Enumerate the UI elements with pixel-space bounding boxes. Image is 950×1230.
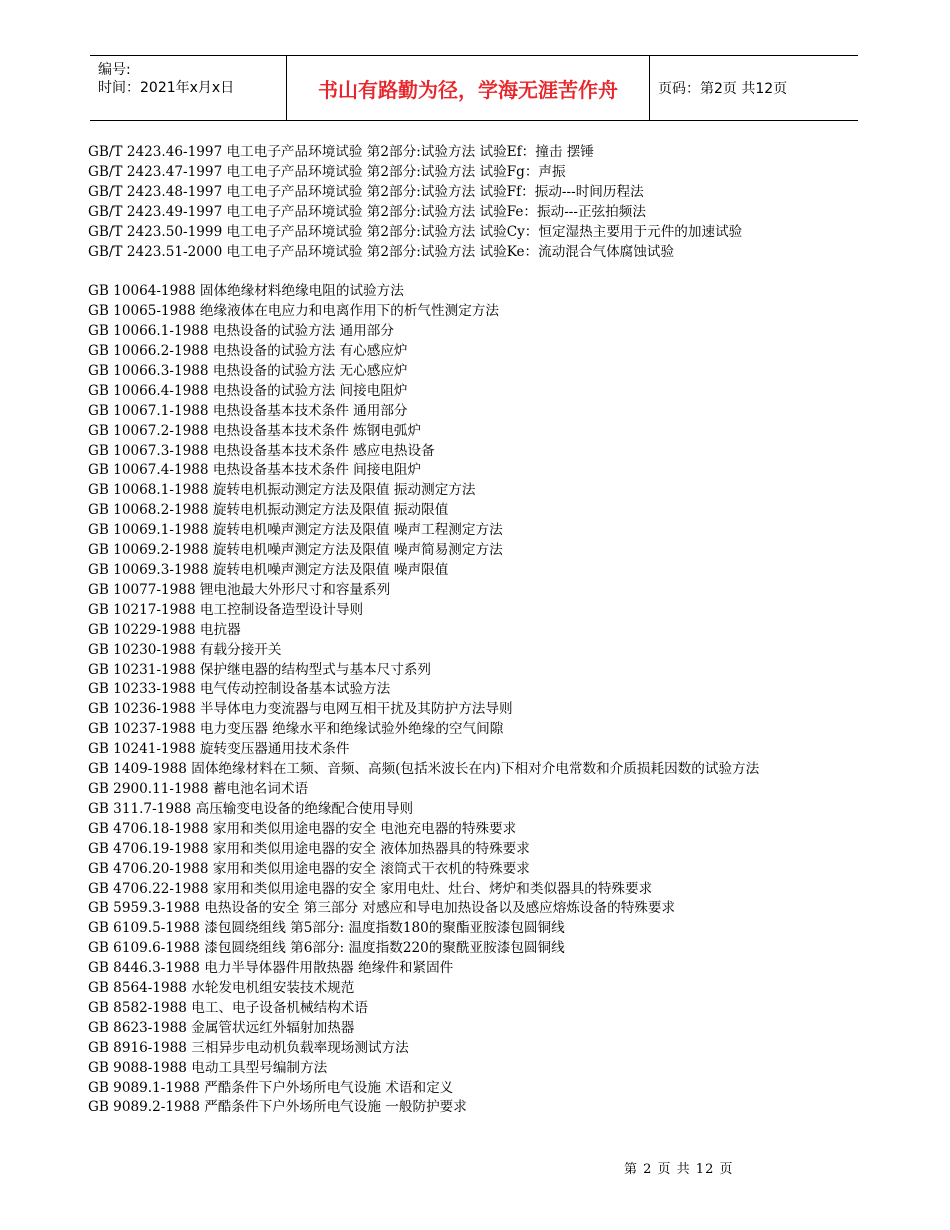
standard-entry: GB 9089.1-1988 严酷条件下户外场所电气设施 术语和定义 [88, 1079, 454, 1096]
standard-entry: GB 9089.2-1988 严酷条件下户外场所电气设施 一般防护要求 [88, 1099, 467, 1116]
standard-entry: GB 10233-1988 电气传动控制设备基本试验方法 [88, 681, 391, 698]
standard-entry: GB 10066.3-1988 电热设备的试验方法 无心感应炉 [88, 362, 408, 379]
standard-entry: GB 9088-1988 电动工具型号编制方法 [88, 1059, 328, 1076]
standard-entry: GB 4706.20-1988 家用和类似用途电器的安全 滚筒式干衣机的特殊要求 [88, 860, 530, 877]
standard-entry: GB 10067.2-1988 电热设备基本技术条件 炼钢电弧炉 [88, 422, 422, 439]
standard-entry: GB 10241-1988 旋转变压器通用技术条件 [88, 741, 350, 758]
standard-entry: GB 4706.22-1988 家用和类似用途电器的安全 家用电灶、灶台、烤炉和类似器具的特殊要求 [88, 880, 653, 897]
standard-entry: GB 10066.2-1988 电热设备的试验方法 有心感应炉 [88, 343, 408, 360]
standard-entry: GB 10231-1988 保护继电器的结构型式与基本尺寸系列 [88, 661, 432, 678]
standard-entry: GB 10229-1988 电抗器 [88, 621, 241, 638]
header-meta [90, 56, 286, 120]
standard-entry: GB/T 2423.49-1997 电工电子产品环境试验 第2部分:试验方法 试验Fe：振动---正弦拍频法 [88, 203, 646, 220]
standard-entry: GB 10237-1988 电力变压器 绝缘水平和绝缘试验外绝缘的空气间隙 [88, 721, 504, 738]
standard-entry: GB 10066.4-1988 电热设备的试验方法 间接电阻炉 [88, 382, 408, 399]
standard-entry: GB 10069.3-1988 旋转电机噪声测定方法及限值 噪声限值 [88, 562, 449, 579]
standard-entry: GB 10230-1988 有载分接开关 [88, 641, 282, 658]
standard-entry: GB 10067.4-1988 电热设备基本技术条件 间接电阻炉 [88, 462, 422, 479]
document-time: 时间：2021年x月x日 [98, 80, 235, 96]
standards-list [88, 143, 863, 1118]
standard-entry: GB 10067.1-1988 电热设备基本技术条件 通用部分 [88, 402, 408, 419]
standard-entry: GB/T 2423.48-1997 电工电子产品环境试验 第2部分:试验方法 试验Ff：振动---时间历程法 [88, 183, 644, 200]
standard-entry: GB 5959.3-1988 电热设备的安全 第三部分 对感应和导电加热设备以及感应熔炼设备的特殊要求 [88, 900, 676, 917]
standard-entry: GB 10066.1-1988 电热设备的试验方法 通用部分 [88, 323, 394, 340]
standard-entry: GB 4706.18-1988 家用和类似用途电器的安全 电池充电器的特殊要求 [88, 820, 517, 837]
header-page-info: 页码：第2页 共12页 [658, 81, 788, 97]
standard-entry: GB 10067.3-1988 电热设备基本技术条件 感应电热设备 [88, 442, 435, 459]
page-header [90, 55, 858, 121]
standard-entry: GB 10217-1988 电工控制设备造型设计导则 [88, 601, 364, 618]
standard-entry: GB 2900.11-1988 蓄电池名词术语 [88, 780, 309, 797]
standard-entry: GB 8446.3-1988 电力半导体器件用散热器 绝缘件和紧固件 [88, 960, 454, 977]
standard-entry: GB 10065-1988 绝缘液体在电应力和电离作用下的析气性测定方法 [88, 303, 499, 320]
standards-group-gbt2423 [88, 143, 863, 262]
standard-entry: GB/T 2423.51-2000 电工电子产品环境试验 第2部分:试验方法 试验Ke：流动混合气体腐蚀试验 [88, 243, 675, 260]
page-footer: 第 2 页 共 12 页 [624, 1162, 734, 1177]
standard-entry: GB 10064-1988 固体绝缘材料绝缘电阻的试验方法 [88, 283, 404, 300]
document-number-label: 编号: [98, 62, 131, 78]
standard-entry: GB 10069.2-1988 旋转电机噪声测定方法及限值 噪声简易测定方法 [88, 542, 503, 559]
standard-entry: GB 10068.1-1988 旋转电机振动测定方法及限值 振动测定方法 [88, 482, 476, 499]
standard-entry: GB 1409-1988 固体绝缘材料在工频、音频、高频(包括米波长在内)下相对介电常数和介质损耗因数的试验方法 [88, 761, 760, 778]
group-spacer [88, 262, 863, 282]
standard-entry: GB 6109.6-1988 漆包圆绕组线 第6部分: 温度指数220的聚酰亚胺漆包圆铜线 [88, 940, 565, 957]
standards-group-1988 [88, 282, 863, 1118]
standard-entry: GB 10236-1988 半导体电力变流器与电网互相干扰及其防护方法导则 [88, 701, 513, 718]
standard-entry: GB 311.7-1988 高压输变电设备的绝缘配合使用导则 [88, 800, 414, 817]
header-motto: 书山有路勤为径，学海无涯苦作舟 [286, 56, 650, 120]
standard-entry: GB/T 2423.47-1997 电工电子产品环境试验 第2部分:试验方法 试验Fg：声振 [88, 163, 566, 180]
standard-entry: GB 10077-1988 锂电池最大外形尺寸和容量系列 [88, 581, 391, 598]
standard-entry: GB/T 2423.50-1999 电工电子产品环境试验 第2部分:试验方法 试验Cy：恒定湿热主要用于元件的加速试验 [88, 223, 743, 240]
standard-entry: GB 10068.2-1988 旋转电机振动测定方法及限值 振动限值 [88, 502, 449, 519]
standard-entry: GB 8564-1988 水轮发电机组安装技术规范 [88, 980, 355, 997]
standard-entry: GB 10069.1-1988 旋转电机噪声测定方法及限值 噪声工程测定方法 [88, 522, 503, 539]
standard-entry: GB 4706.19-1988 家用和类似用途电器的安全 液体加热器具的特殊要求 [88, 840, 530, 857]
standard-entry: GB 6109.5-1988 漆包圆绕组线 第5部分: 温度指数180的聚酯亚胺漆包圆铜线 [88, 920, 565, 937]
standard-entry: GB 8582-1988 电工、电子设备机械结构术语 [88, 999, 368, 1016]
standard-entry: GB/T 2423.46-1997 电工电子产品环境试验 第2部分:试验方法 试验Ef：撞击 摆锤 [88, 144, 594, 160]
standard-entry: GB 8623-1988 金属管状远红外辐射加热器 [88, 1019, 355, 1036]
standard-entry: GB 8916-1988 三相异步电动机负载率现场测试方法 [88, 1039, 409, 1056]
